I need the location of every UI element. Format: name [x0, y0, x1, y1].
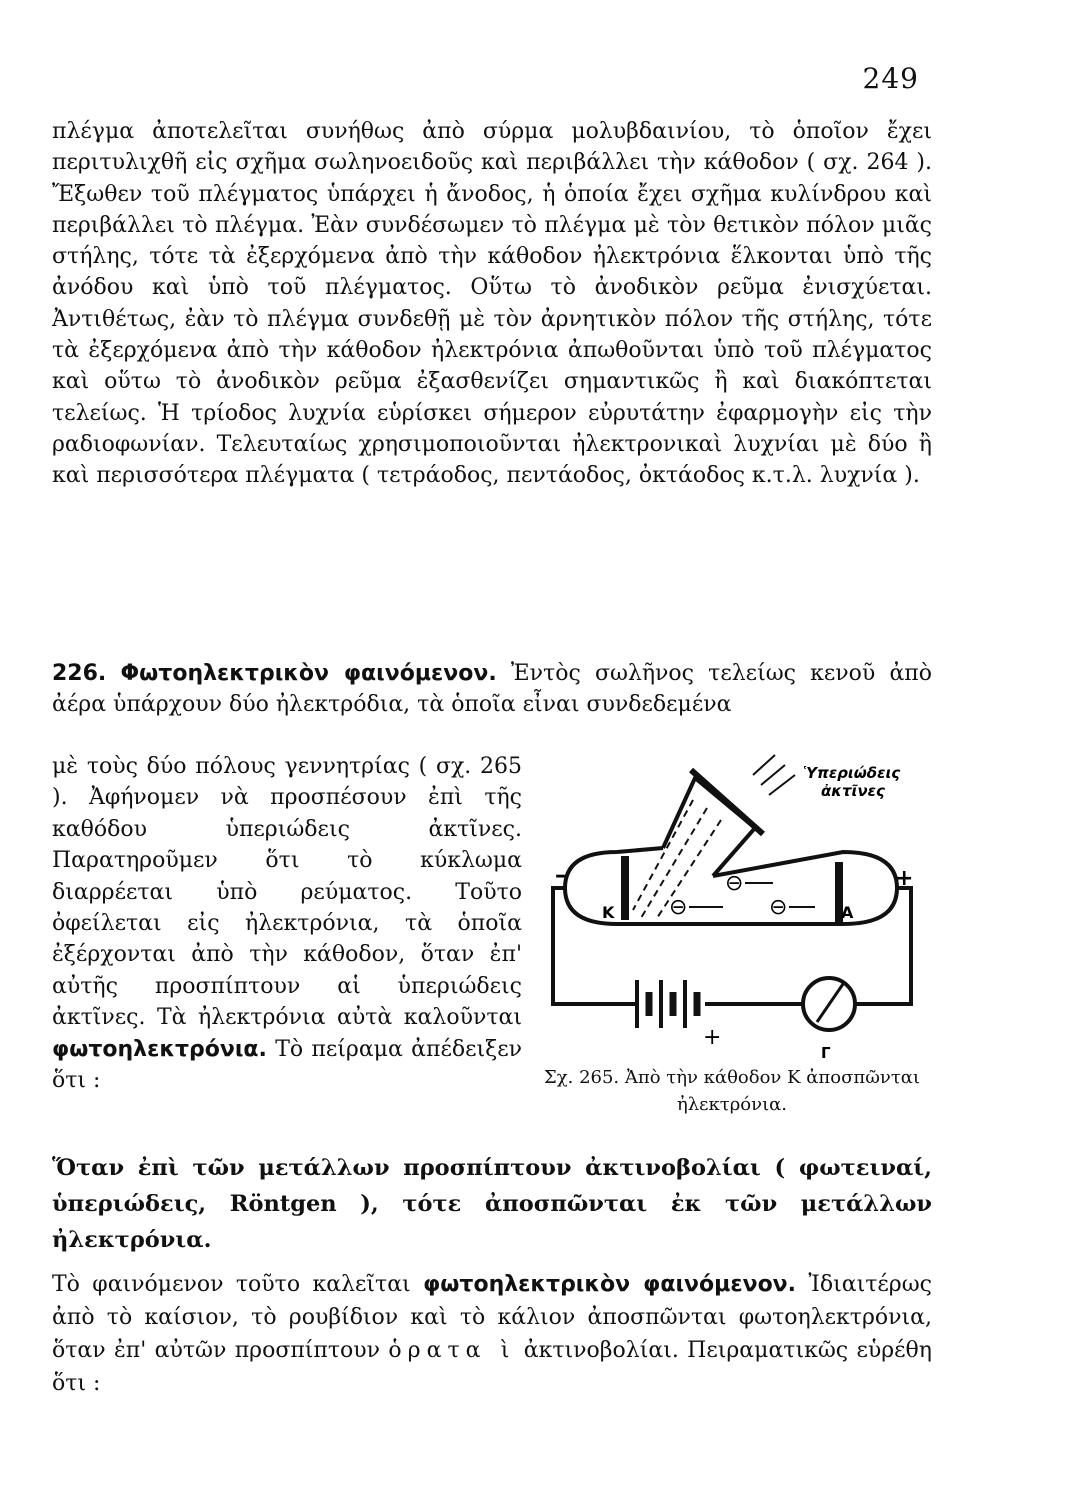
- uv-label-line1: Ὑπεριώδεις: [803, 764, 901, 782]
- electrons: [669, 871, 815, 920]
- anode-label: A: [841, 903, 854, 922]
- side-tube: [663, 778, 755, 876]
- cathode-plate: [621, 856, 629, 920]
- electron-3: ⊖: [769, 895, 788, 920]
- battery-plus: +: [703, 1025, 722, 1050]
- spaced-word-visible: ὁρατα ὶ: [388, 1338, 516, 1363]
- page-number: 249: [862, 62, 919, 95]
- section-intro: Ἐντὸς σωλῆνος τελείως κενοῦ ἀπὸ ἀέρα ὑπάρχουν δύο ἠλεκτρόδια, τὰ ὁποῖα εἶναι συνδεδεμένα: [52, 661, 933, 717]
- electron-2: ⊖: [669, 895, 688, 920]
- cathode-label: K: [602, 903, 615, 922]
- electron-1: ⊖: [725, 871, 744, 896]
- figure-caption: Σχ. 265. Ἀπὸ τὴν κάθοδον K ἀποσπῶνται ἠλεκτρόνια.: [544, 1067, 920, 1115]
- term-photoelectric-effect: φωτοηλεκτρικὸν φαινόμενον.: [423, 1272, 797, 1297]
- galvanometer-label: Γ: [821, 1044, 831, 1062]
- wrap-tail: Τὸ πείραμα ἀπέδειξεν ὅτι :: [52, 1036, 522, 1094]
- term-photoelectrons: φωτοηλεκτρόνια.: [52, 1036, 267, 1062]
- photoelectric-law: Ὅταν ἐπὶ τῶν μετάλλων προσπίπτουν ἀκτινοβολίαι ( φωτειναί, ὑπεριώδεις, Röntgen ), τότε ἀποσπῶνται ἐκ τῶν μετάλλων ἠλεκτρόνια.: [52, 1155, 932, 1253]
- paragraph-photoelectric-effect: [52, 1268, 932, 1400]
- paragraph-triode: πλέγμα ἀποτελεῖται συνήθως ἀπὸ σύρμα μολυβδαινίου, τὸ ὁποῖον ἔχει περιτυλιχθῆ εἰς σχῆμα σωληνοειδοῦς καὶ περιβάλλει τὴν κάθοδον ( σχ. 264 ). Ἔξωθεν τοῦ πλέγματος ὑπάρχει ἡ ἄνοδος, ἡ ὁποία ἔχει σχῆμα κυλίνδρου καὶ περιβάλλει τὸ πλέγμα. Ἐὰν συνδέσωμεν τὸ πλέγμα μὲ τὸν θετικὸν πόλον μιᾶς στήλης, τότε τὰ ἐξερχόμενα ἀπὸ τὴν κάθοδον ἠλεκτρόνια ἕλκονται ὑπὸ τῆς ἀνόδου καὶ ὑπὸ τοῦ πλέγματος. Οὕτω τὸ ἀνοδικὸν ρεῦμα ἐνισχύεται. Ἀντιθέτως, ἐὰν τὸ πλέγμα συνδεθῇ μὲ τὸν ἀρνητικὸν πόλον τῆς στήλης, τότε τὰ ἐξερχόμενα ἀπὸ τὴν κάθοδον ἠλεκτρόνια ἀπωθοῦνται ὑπὸ τοῦ πλέγματος καὶ οὕτω τὸ ἀνοδικὸν ρεῦμα ἐξασθενίζει σημαντικῶς ἢ καὶ διακόπτεται τελείως. Ἡ τρίοδος λυχνία εὑρίσκει σήμερον εὐρυτάτην ἐφαρμογὴν εἰς τὴν ραδιοφωνίαν. Τελευταίως χρησιμοποιοῦνται ἠλεκτρονικαὶ λυχνίαι μὲ δύο ἢ καὶ περισσότερα πλέγματα ( τετράοδος, πεντάοδος, ὀκτάοδος κ.τ.λ. λυχνία ).: [52, 119, 932, 489]
- paragraph-last-end: ἀκτινοβολίαι. Πειραματικῶς εὑρέθη ὅτι :: [52, 1338, 932, 1396]
- paragraph-last-middle: Ἰδιαιτέρως ἀπὸ τὸ καίσιον, τὸ ρουβίδιον καὶ τὸ κάλιον ἀποσπῶνται φωτοηλεκτρόνια, ὅταν ἐπ' αὐτῶν προσπίπτουν: [52, 1272, 932, 1363]
- battery: [637, 980, 697, 1028]
- wrapped-paragraph: [52, 751, 522, 1096]
- minus-sign: –: [555, 863, 566, 888]
- uv-label-line2: ἀκτῖνες: [821, 782, 885, 800]
- section-title: Φωτοηλεκτρικὸν φαινόμενον.: [120, 661, 497, 686]
- paragraph-last-start: Τὸ φαινόμενον τοῦτο καλεῖται: [52, 1272, 411, 1297]
- plus-sign: +: [895, 866, 914, 891]
- uv-rays: [753, 755, 795, 795]
- section-heading-226: [52, 658, 932, 720]
- side-tube-window: [691, 770, 763, 834]
- figure-265-diagram: [545, 740, 925, 1086]
- wrap-text: μὲ τοὺς δύο πόλους γεννητρίας ( σχ. 265 ). Ἀφήνομεν νὰ προσπέσουν ἐπὶ τῆς καθόδου ὑπεριώδεις ἀκτῖνες. Παρατηροῦμεν ὅτι τὸ κύκλωμα διαρρέεται ὑπὸ ρεύματος. Τοῦτο ὀφείλεται εἰς ἠλεκτρόνια, τὰ ὁποῖα ἐξέρχονται ἀπὸ τὴν κάθοδον, ὅταν ἐπ' αὐτῆς προσπίπτουν αἱ ὑπεριώδεις ἀκτῖνες. Τὰ ἠλεκτρόνια αὐτὰ καλοῦνται: [52, 754, 522, 1031]
- section-number: 226.: [52, 661, 107, 686]
